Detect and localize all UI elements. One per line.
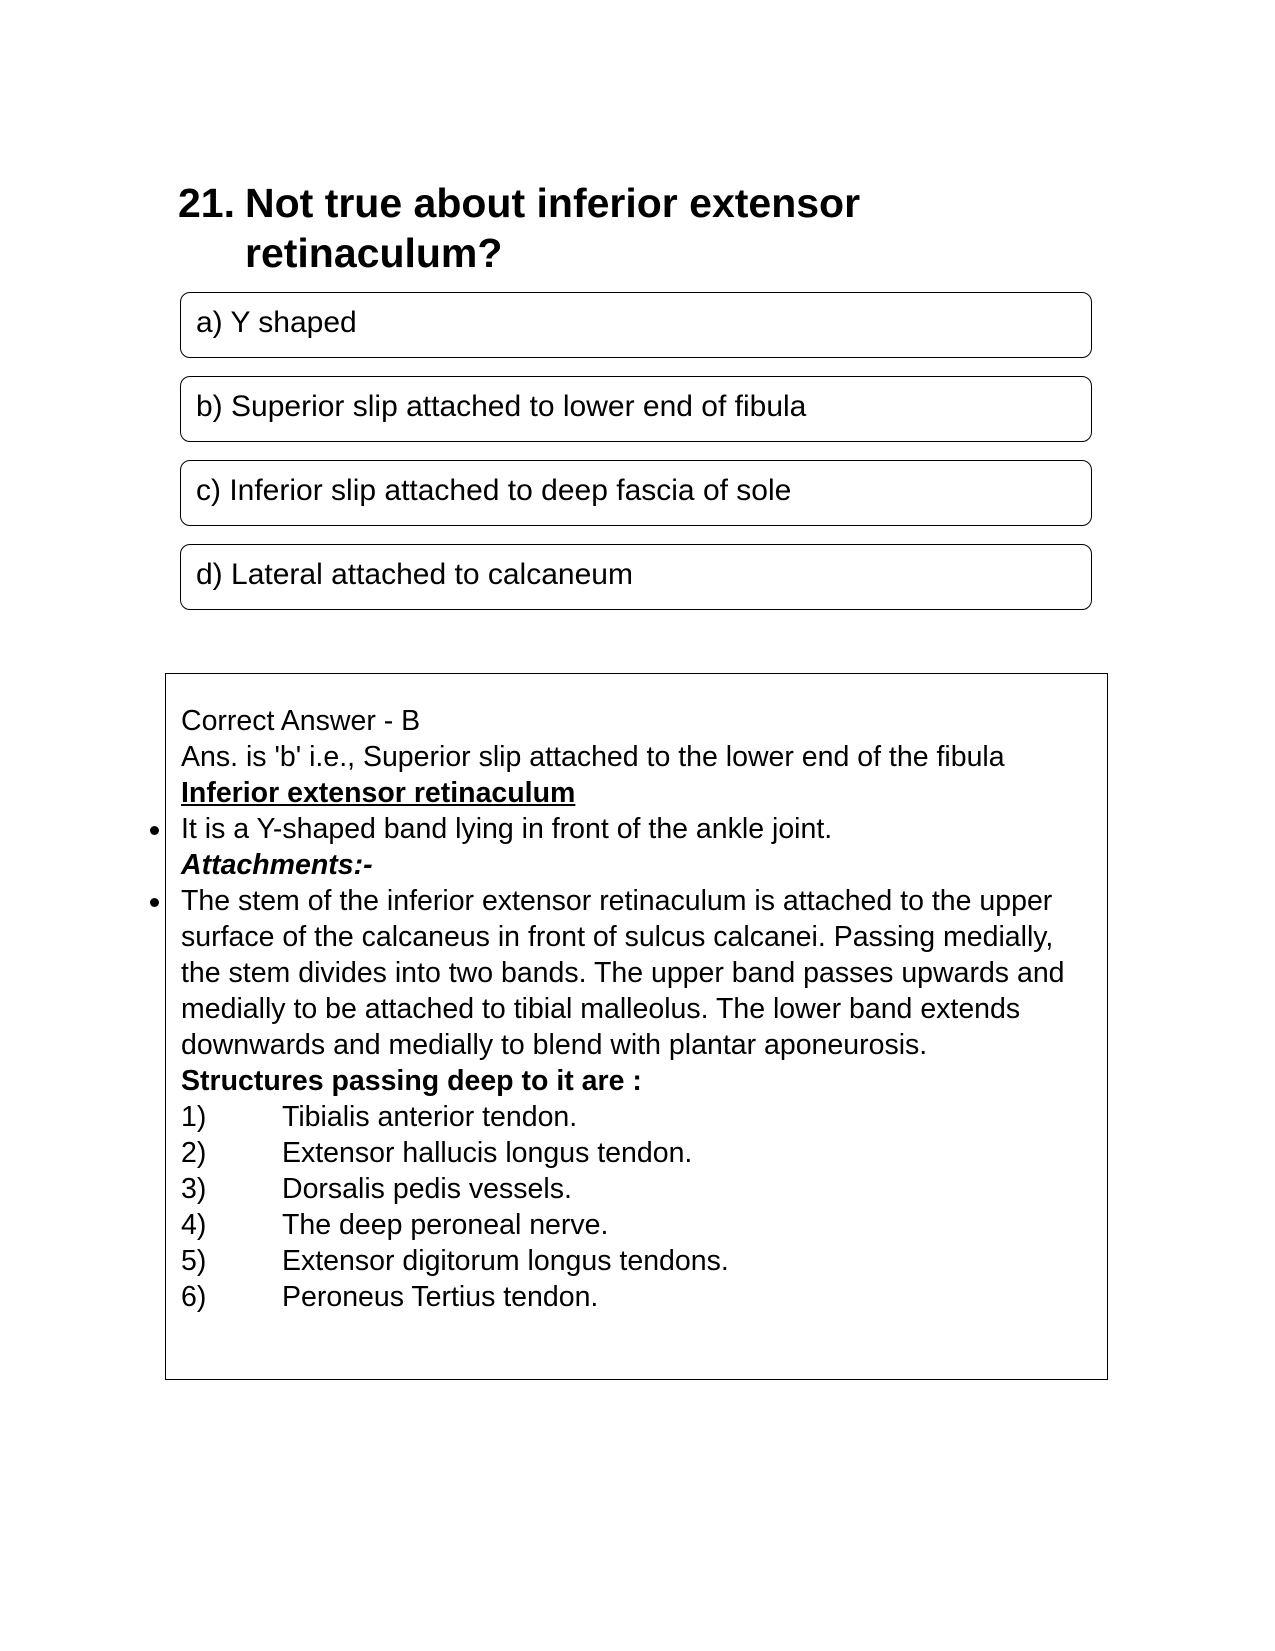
answer-content [181, 703, 1081, 1315]
bullet-text: The stem of the inferior extensor retinaculum is attached to the upper surface of the calcaneus in front of sulcus calcanei. Passing medially, the stem divides into two bands. The upper band passes upwards and medially to be attached to tibial malleolus. The lower band extends downwards and medially to blend with plantar aponeurosis. [181, 885, 1065, 1061]
bullet-item [181, 811, 1081, 847]
structure-number: 5) [181, 1245, 207, 1277]
structure-text: Extensor hallucis longus tendon. [282, 1137, 693, 1169]
structure-number: 6) [181, 1281, 207, 1313]
structure-text: Dorsalis pedis vessels. [282, 1173, 572, 1205]
structure-number: 2) [181, 1137, 207, 1169]
structure-text: Peroneus Tertius tendon. [282, 1281, 599, 1313]
correct-answer: Correct Answer - B [181, 705, 421, 737]
question-heading [178, 178, 938, 278]
option-d[interactable]: d) Lateral attached to calcaneum [180, 544, 1092, 610]
structure-text: Extensor digitorum longus tendons. [282, 1245, 729, 1277]
structure-text: The deep peroneal nerve. [282, 1209, 609, 1241]
bullet-icon [150, 826, 159, 835]
structure-number: 3) [181, 1173, 207, 1205]
structure-text: Tibialis anterior tendon. [282, 1101, 578, 1133]
structures-label: Structures passing deep to it are : [181, 1065, 642, 1097]
section-heading: Inferior extensor retinaculum [181, 777, 576, 809]
answer-explanation: Ans. is 'b' i.e., Superior slip attached to the lower end of the fibula [181, 741, 1005, 773]
attachments-label: Attachments:- [181, 849, 373, 881]
structure-item [181, 1135, 1081, 1171]
option-b[interactable]: b) Superior slip attached to lower end of fibula [180, 376, 1092, 442]
structure-item [181, 1279, 1081, 1315]
structure-item [181, 1243, 1081, 1279]
question-text: Not true about inferior extensor retinaculum? [245, 180, 861, 276]
question-number: 21. [178, 180, 235, 226]
structure-number: 4) [181, 1209, 207, 1241]
structure-item [181, 1207, 1081, 1243]
structure-item [181, 1171, 1081, 1207]
bullet-item [181, 883, 1081, 1063]
bullet-text: It is a Y-shaped band lying in front of the ankle joint. [181, 813, 833, 845]
structure-item [181, 1099, 1081, 1135]
structure-number: 1) [181, 1101, 207, 1133]
bullet-icon [150, 898, 159, 907]
option-a[interactable]: a) Y shaped [180, 292, 1092, 358]
option-c[interactable]: c) Inferior slip attached to deep fascia of sole [180, 460, 1092, 526]
